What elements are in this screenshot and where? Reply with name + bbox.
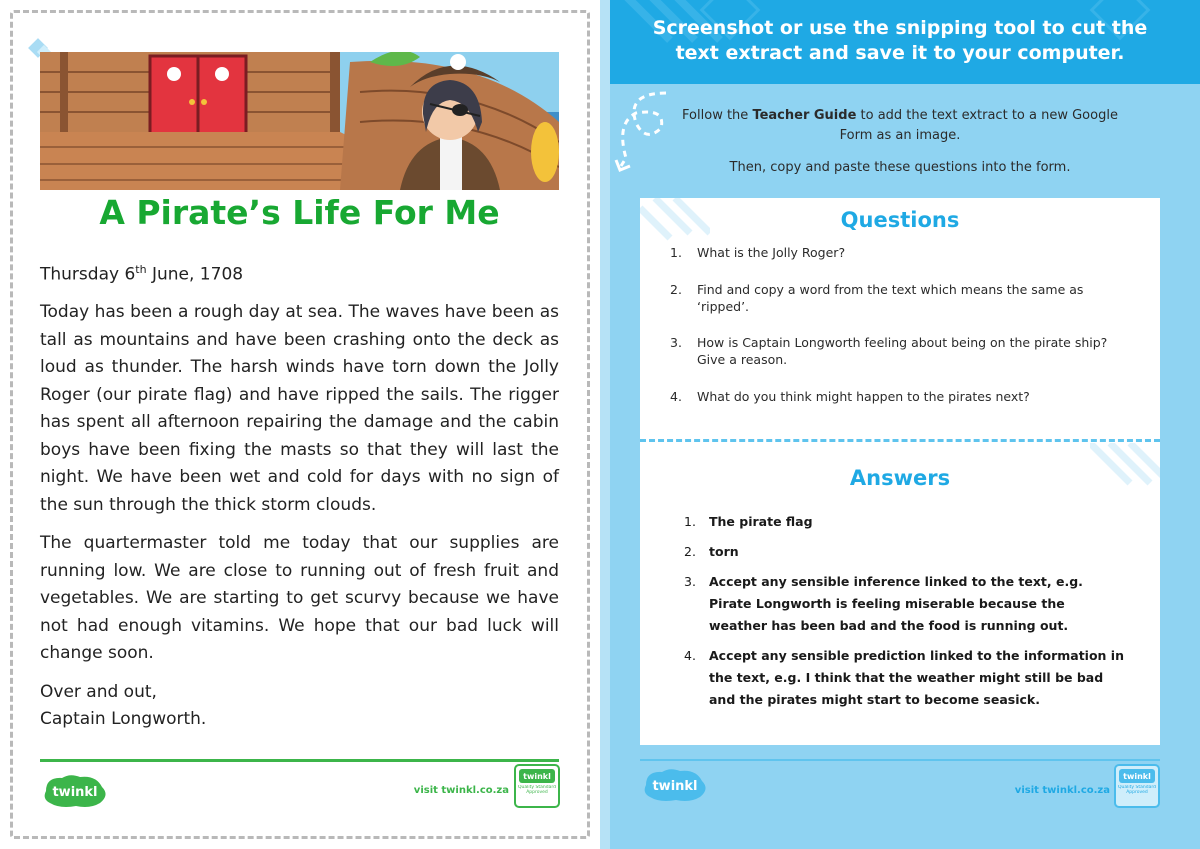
- instruction-banner: [600, 0, 1200, 84]
- answers-heading: Answers: [849, 466, 951, 490]
- answer-text: The pirate flag: [709, 514, 813, 529]
- story-date: [40, 256, 559, 289]
- instruction-text: Follow the: [682, 108, 753, 123]
- curved-arrow-icon: [606, 88, 686, 178]
- instruction-line-1: [680, 106, 1120, 146]
- instruction-text: to add the text extract to a new Google Form as an image.: [839, 108, 1118, 143]
- section-divider: [640, 439, 1160, 442]
- teacher-guide-link[interactable]: Teacher Guide: [752, 108, 857, 123]
- questions-list: [670, 244, 1130, 405]
- badge-logo-text: twinkl: [1123, 772, 1151, 781]
- questions-page: [600, 0, 1200, 849]
- answer-text: Accept any sensible inference linked to the text, e.g. Pirate Longworth is feeling miserable because the weather has been bad and the food is running out.: [709, 574, 1083, 633]
- visit-link[interactable]: visit twinkl.co.za: [1014, 785, 1110, 796]
- story-title: A Pirate’s Life For Me: [99, 193, 500, 232]
- twinkl-logo-text: twinkl: [652, 779, 698, 794]
- date-ordinal: th: [135, 263, 147, 276]
- item-number: 2.: [670, 282, 682, 297]
- answers-list: [684, 511, 1124, 711]
- story-text: [40, 256, 559, 733]
- questions-heading: Questions: [840, 208, 960, 232]
- story-paragraph-2: The quartermaster told me today that our supplies are running low. We are close to running out of fresh fruit and vegetables. We are starting to get scurvy because we have not had enough vitamins. We hope that our bad luck will change soon.: [40, 533, 559, 664]
- sign-off-line-1: Over and out,: [40, 681, 157, 702]
- list-item: [684, 571, 1124, 637]
- answer-text: torn: [709, 544, 739, 559]
- teacher-instructions: [680, 106, 1120, 190]
- story-paragraph-1: Today has been a rough day at sea. The waves have been as tall as mountains and have been crashing onto the deck as loud as thunder. The harsh winds have torn down the Jolly Roger (our pirate flag) and have ripped the sails. The rigger has spent all afternoon repairing the damage and the cabin boys have been fixing the masts so that they will last the night. We have been wet and cold for days with no sign of the sun through the thick storm clouds.: [40, 302, 559, 515]
- sign-off-line-2: Captain Longworth.: [40, 708, 207, 729]
- badge-caption: Quality Standard Approved: [518, 785, 556, 795]
- item-number: 2.: [684, 544, 696, 559]
- list-item: [684, 541, 1124, 563]
- twinkl-logo-icon: [640, 767, 710, 803]
- list-item: [670, 388, 1130, 405]
- list-item: [670, 334, 1130, 368]
- instruction-heading: Screenshot or use the snipping tool to cut the text extract and save it to your computer.: [652, 17, 1148, 64]
- item-number: 4.: [670, 389, 682, 404]
- twinkl-logo-text: twinkl: [52, 785, 98, 800]
- item-number: 4.: [684, 648, 696, 663]
- footer-rule: [40, 759, 559, 762]
- item-number: 1.: [684, 514, 696, 529]
- list-item: [684, 511, 1124, 533]
- list-item: [670, 281, 1130, 315]
- badge-caption: Quality Standard Approved: [1118, 785, 1156, 795]
- date-month-year: June, 1708: [146, 264, 244, 285]
- item-number: 3.: [684, 574, 696, 589]
- item-number: 3.: [670, 335, 682, 350]
- instruction-line-2: Then, copy and paste these questions into the form.: [729, 160, 1071, 175]
- question-text: Find and copy a word from the text which means the same as ‘ripped’.: [697, 282, 1084, 314]
- visit-link[interactable]: visit twinkl.co.za: [413, 785, 509, 796]
- item-number: 1.: [670, 245, 682, 260]
- question-answer-card: [640, 198, 1160, 745]
- quality-approved-badge-icon: [1114, 764, 1160, 808]
- list-item: [684, 645, 1124, 711]
- date-day: Thursday 6: [40, 264, 136, 285]
- question-text: How is Captain Longworth feeling about being on the pirate ship? Give a reason.: [697, 335, 1108, 367]
- list-item: [670, 244, 1130, 261]
- answer-text: Accept any sensible prediction linked to the information in the text, e.g. I think that the weather might still be bad and the pirates might start to become seasick.: [709, 648, 1124, 707]
- question-text: What is the Jolly Roger?: [697, 245, 846, 260]
- pirate-ship-illustration: [40, 52, 559, 190]
- twinkl-logo-icon: [40, 773, 110, 809]
- question-text: What do you think might happen to the pirates next?: [697, 389, 1030, 404]
- badge-logo-text: twinkl: [523, 772, 551, 781]
- quality-approved-badge-icon: [514, 764, 560, 808]
- footer-rule: [640, 759, 1160, 761]
